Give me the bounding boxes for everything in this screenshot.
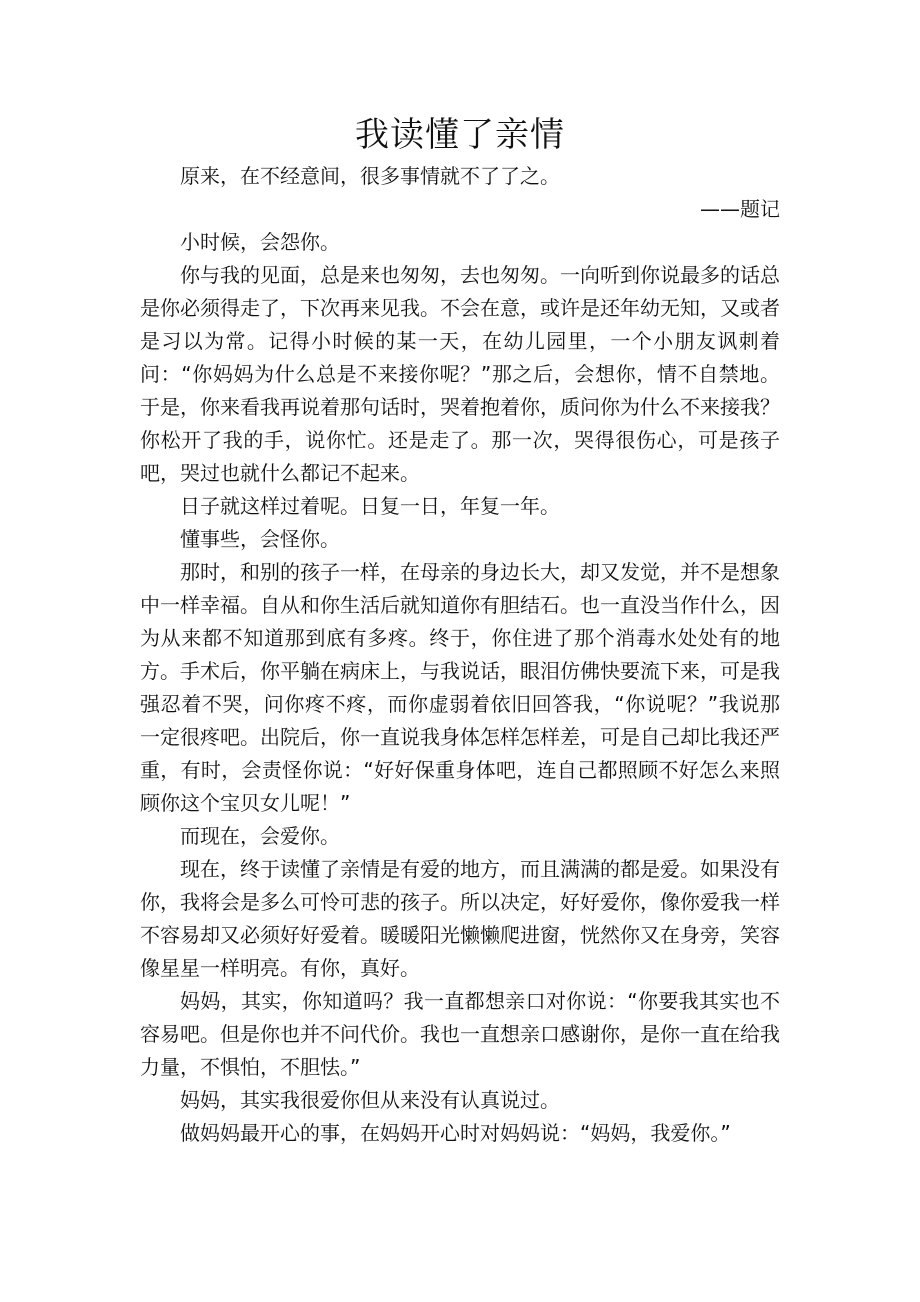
paragraph-9: 妈妈，其实我很爱你但从来没有认真说过。 xyxy=(180,1088,560,1112)
paragraph-7: 现在，终于读懂了亲情是有爱的地方，而且满满的都是爱。如果没有你，我将会是多么可怜可悲的孩子。所以决定，好好爱你，像你爱我一样不容易却又必须好好爱着。暖暖阳光懒懒爬进窗，恍然你又在身旁，笑容像星星一样明亮。有你，真好。 xyxy=(140,857,780,980)
paragraph-1: 小时候，会怨你。 xyxy=(180,230,340,254)
paragraph-4: 懂事些，会怪你。 xyxy=(180,527,340,551)
paragraph-6: 而现在，会爱你。 xyxy=(180,824,340,848)
paragraph-2: 你与我的见面，总是来也匆匆，去也匆匆。一向听到你说最多的话总是你必须得走了，下次再来见我。不会在意，或许是还年幼无知，又或者是习以为常。记得小时候的某一天，在幼儿园里，一个小朋友讽刺着问：“你妈妈为什么总是不来接你呢？”那之后，会想你，情不自禁地。于是，你来看我再说着那句话时，哭着抱着你，质问你为什么不来接我？你松开了我的手，说你忙。还是走了。那一次，哭得很伤心，可是孩子吧，哭过也就什么都记不起来。 xyxy=(140,263,780,485)
paragraph-3: 日子就这样过着呢。日复一日，年复一年。 xyxy=(180,494,560,518)
essay-page xyxy=(140,110,780,1150)
paragraph-8: 妈妈，其实，你知道吗？我一直都想亲口对你说：“你要我其实也不容易吧。但是你也并不问代价。我也一直想亲口感谢你，是你一直在给我力量，不惧怕，不胆怯。” xyxy=(140,989,780,1079)
paragraph-5: 那时，和别的孩子一样，在母亲的身边长大，却又发觉，并不是想象中一样幸福。自从和你生活后就知道你有胆结石。也一直没当作什么，因为从来都不知道那到底有多疼。终于，你住进了那个消毒水处处有的地方。手术后，你平躺在病床上，与我说话，眼泪仿佛快要流下来，可是我强忍着不哭，问你疼不疼，而你虚弱着依旧回答我，“你说呢？”我说那一定很疼吧。出院后，你一直说我身体怎样怎样差，可是自己却比我还严重，有时，会责怪你说：“好好保重身体吧，连自己都照顾不好怎么来照顾你这个宝贝女儿呢！” xyxy=(140,560,780,815)
paragraph-10: 做妈妈最开心的事，在妈妈开心时对妈妈说：“妈妈，我爱你。” xyxy=(180,1121,731,1145)
epigraph-signature: ——题记 xyxy=(700,197,780,221)
epigraph: 原来，在不经意间，很多事情就不了了之。 xyxy=(180,164,560,188)
essay-title: 我读懂了亲情 xyxy=(355,115,565,155)
